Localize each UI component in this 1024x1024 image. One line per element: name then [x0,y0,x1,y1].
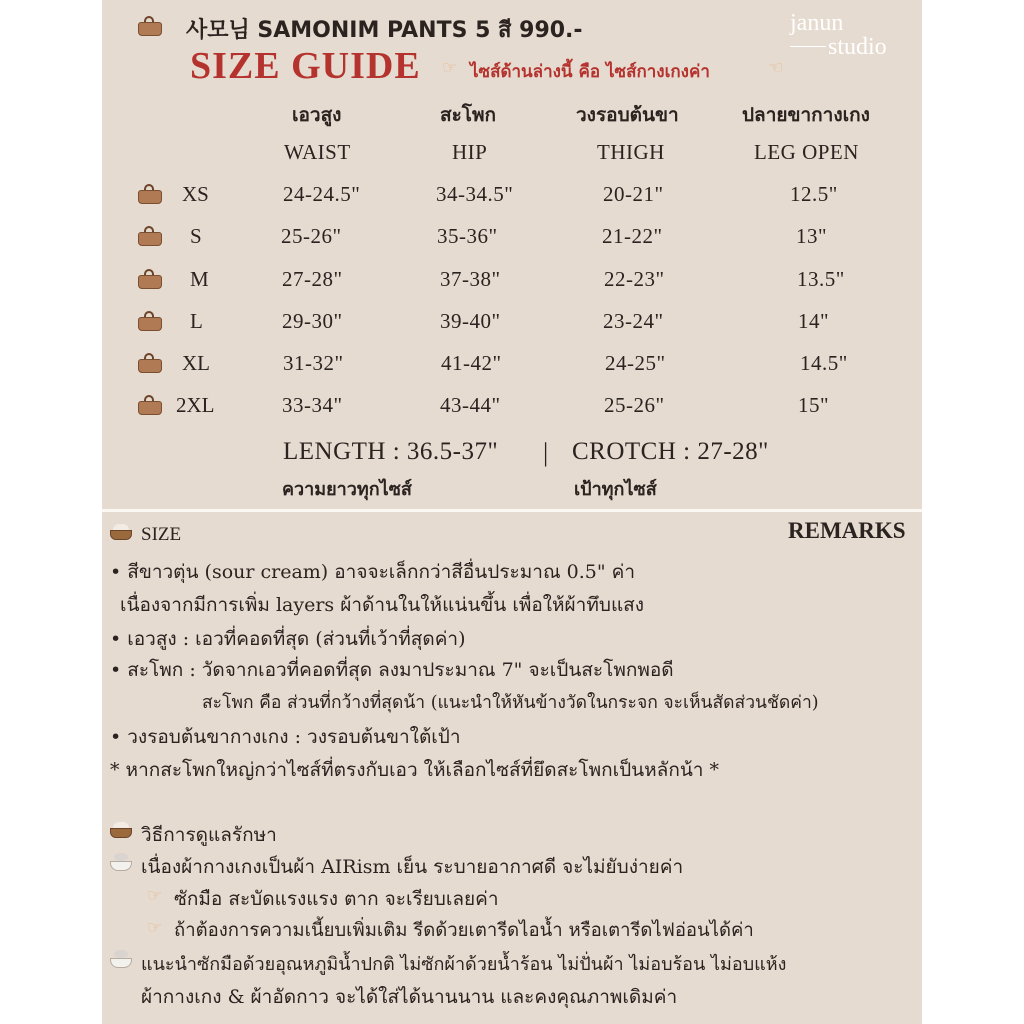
length-note: ความยาวทุกไซส์ [282,479,412,500]
remarks-title: REMARKS [788,518,906,543]
leg-value: 12.5" [790,182,838,206]
separator: | [543,438,549,467]
waist-value: 25-26" [281,224,342,248]
col-header-thigh: THIGH [597,140,665,164]
size-label: L [190,309,203,333]
size-label: S [190,224,202,248]
brand-subname: studio [828,34,887,60]
product-title: 사모님 SAMONIM PANTS 5 สี 990.- [186,18,583,43]
col-header-waist: WAIST [284,140,351,164]
bathtub-icon [110,950,132,968]
remark-line: * หากสะโพกใหญ่กว่าไซส์ที่ตรงกับเอว ให้เลือกไซส์ที่ยึดสะโพกเป็นหลักน้า * [110,759,720,781]
waist-value: 24-24.5" [283,182,361,206]
size-label: SIZE [141,524,182,545]
hip-value: 35-36" [437,224,498,248]
care-line: ถ้าต้องการความเนี้ยบเพิ่มเติม รีดด้วยเตารีดไอน้ำ หรือเตารีดไฟอ่อนได้ค่า [174,920,754,941]
leg-value: 13" [796,224,828,248]
col-header-hip-th: สะโพก [440,104,497,126]
col-header-thigh-th: วงรอบต้นขา [576,104,679,126]
thigh-value: 23-24" [603,309,664,333]
care-line: ผ้ากางเกง & ผ้าอัดกาว จะได้ใส่ได้นานนาน และคงคุณภาพเดิมค่า [141,986,678,1008]
care-line: ซักมือ สะบัดแรงแรง ตาก จะเรียบเลยค่า [174,888,499,910]
hip-value: 43-44" [440,393,501,417]
waist-value: 27-28" [282,267,343,291]
remark-line: • สีขาวตุ่น (sour cream) อาจจะเล็กกว่าสีอื่นประมาณ 0.5" ค่า [110,561,635,583]
col-header-leg-th: ปลายขากางเกง [742,104,870,126]
size-label: XS [182,182,209,206]
remark-line: สะโพก คือ ส่วนที่กว้างที่สุดน้า (แนะนำให้หันข้างวัดในกระจก จะเห็นสัดส่วนชัดค่า) [202,693,819,713]
pointing-hand-icon: ☞ [147,918,163,938]
remark-line: • เอวสูง : เอวที่คอดที่สุด (ส่วนที่เว้าที่สุดค่า) [110,628,466,650]
bathtub-icon [110,853,132,871]
laundry-basket-icon [110,822,132,838]
leg-value: 14" [798,309,830,333]
col-header-hip: HIP [452,140,488,164]
laundry-basket-icon [110,524,132,540]
size-note: ไซส์ด้านล่างนี้ คือ ไซส์กางเกงค่า [470,62,710,82]
crotch-note: เป้าทุกไซส์ [574,479,657,500]
waist-value: 29-30" [282,309,343,333]
col-header-leg: LEG OPEN [754,140,859,164]
hip-value: 39-40" [440,309,501,333]
handbag-icon [138,184,162,204]
pointing-hand-icon: ☞ [147,886,163,906]
hip-value: 37-38" [440,267,501,291]
size-label: XL [182,351,210,375]
pointing-hand-icon: ☞ [442,58,458,78]
section-divider [102,509,922,512]
crotch-value: CROTCH : 27-28" [572,438,769,465]
remark-line: • สะโพก : วัดจากเอวที่คอดที่สุด ลงมาประมาณ 7" จะเป็นสะโพกพอดี [110,659,674,681]
leg-value: 15" [798,393,830,417]
handbag-icon [138,311,162,331]
thigh-value: 20-21" [603,182,664,206]
remark-line: เนื่องจากมีการเพิ่ม layers ผ้าด้านในให้แน่นขึ้น เพื่อให้ผ้าทึบแสง [120,594,645,616]
hip-value: 34-34.5" [436,182,514,206]
col-header-waist-th: เอวสูง [292,104,342,126]
hip-value: 41-42" [441,351,502,375]
handbag-icon [138,226,162,246]
care-line: แนะนำซักมือด้วยอุณหภูมิน้ำปกติ ไม่ซักผ้าด้วยน้ำร้อน ไม่ปั่นผ้า ไม่อบร้อน ไม่อบแห้ง [141,954,787,975]
size-label: 2XL [176,393,215,417]
remark-line: • วงรอบต้นขากางเกง : วงรอบต้นขาใต้เป้า [110,726,461,748]
care-line: เนื่องผ้ากางเกงเป็นผ้า AIRism เย็น ระบายอากาศดี จะไม่ยับง่ายค่า [141,856,684,878]
size-guide-heading: SIZE GUIDE [190,45,421,87]
handbag-icon [138,269,162,289]
thigh-value: 25-26" [604,393,665,417]
thigh-value: 24-25" [605,351,666,375]
handbag-icon [138,16,162,36]
length-value: LENGTH : 36.5-37" [283,438,499,465]
brand-rule [790,46,826,47]
size-label: M [190,267,209,291]
brand-name: janun [790,10,844,36]
handbag-icon [138,395,162,415]
waist-value: 31-32" [283,351,344,375]
care-title: วิธีการดูแลรักษา [141,824,277,846]
thigh-value: 22-23" [604,267,665,291]
leg-value: 13.5" [797,267,845,291]
handbag-icon [138,353,162,373]
thigh-value: 21-22" [602,224,663,248]
leg-value: 14.5" [800,351,848,375]
waist-value: 33-34" [282,393,343,417]
pointing-hand-icon: ☜ [768,58,784,78]
